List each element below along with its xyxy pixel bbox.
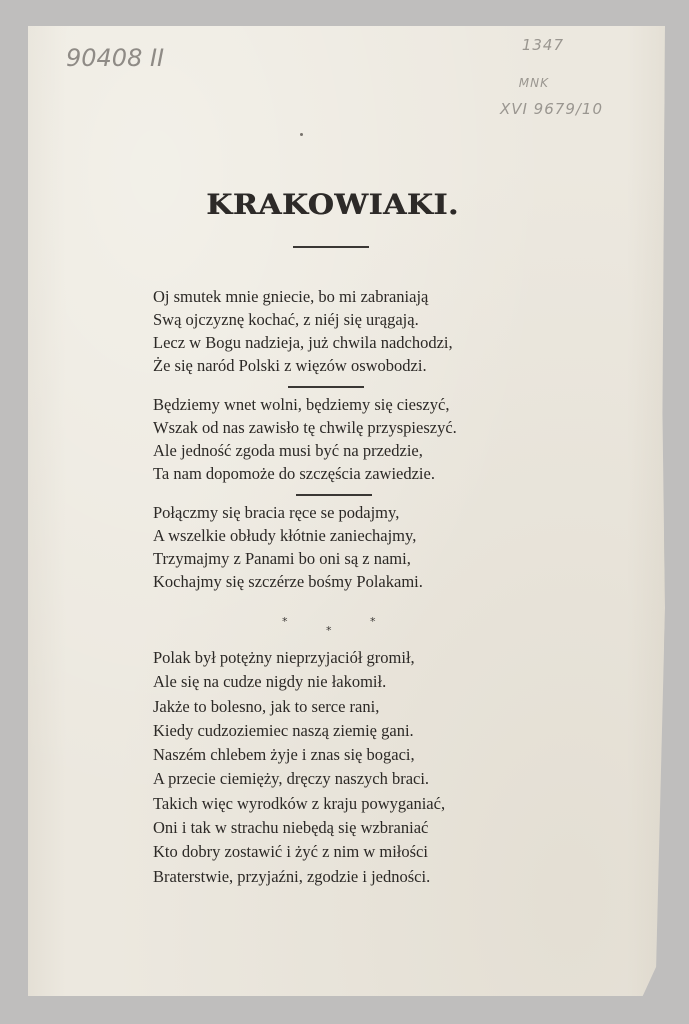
verse-line: Polak był potężny nieprzyjaciół gromił, [153, 648, 415, 667]
verse-line: Braterstwie, przyjaźni, zgodzie i jedności. [153, 866, 431, 886]
verse-line: Trzymajmy z Panami bo oni są z nami, [153, 549, 411, 568]
verse-line: Naszém chlebem żyje i znas się bogaci, [153, 745, 415, 765]
verse-line: Wszak od nas zawisło tę chwilę przyspieszyć. [153, 418, 457, 437]
verse-line: Połączmy się bracia ręce se podajmy, [153, 503, 400, 522]
asterism-star: * [326, 624, 332, 637]
inventory-mark-left: 90408 II [66, 44, 165, 72]
verse-line: A przecie ciemięży, dręczy naszych braci. [153, 769, 430, 789]
verse-line: Ta nam dopomoże do szczęścia zawiedzie. [153, 464, 435, 483]
verse-line: Oni i tak w strachu niebędą się wzbraniać [153, 818, 429, 838]
verse-line: Takich więc wyrodków z kraju powyganiać, [153, 793, 446, 813]
stanza-1 [153, 285, 533, 377]
stanza-3 [153, 501, 533, 593]
inventory-code: MNK [518, 76, 549, 90]
verse-line: Jakże to bolesno, jak to serce rani, [153, 696, 380, 716]
verse-line: Ale jedność zgoda musi być na przedzie, [153, 441, 423, 460]
verse-line: Kochajmy się szczérze bośmy Polakami. [153, 572, 423, 591]
stanza-divider [296, 494, 372, 496]
verse-line: Oj smutek mnie gniecie, bo mi zabraniają [153, 287, 429, 306]
verse-line: Będziemy wnet wolni, będziemy się cieszyć, [153, 395, 450, 414]
page-title: KRAKOWIAKI. [206, 189, 459, 222]
inventory-number: 1347 [521, 36, 564, 54]
verse-line: Ale się na cudze nigdy nie łakomił. [153, 672, 387, 692]
stanza-divider [288, 386, 364, 388]
stanza-4 [153, 646, 533, 889]
verse-line: Że się naród Polski z więzów oswobodzi. [153, 356, 427, 375]
verse-line: Kiedy cudzoziemiec naszą ziemię gani. [153, 720, 414, 740]
asterism-star: * [282, 615, 288, 628]
asterism-star: * [370, 615, 376, 628]
verse-line: Swą ojczyznę kochać, z niéj się urągają. [153, 310, 419, 329]
verse-line: Kto dobry zostawić i żyć z nim w miłości [153, 842, 428, 862]
catalog-number: XVI 9679/10 [499, 100, 603, 118]
stanza-2 [153, 393, 533, 485]
title-rule [293, 246, 369, 248]
verse-line: A wszelkie obłudy kłótnie zaniechajmy, [153, 526, 417, 545]
verse-line: Lecz w Bogu nadzieja, już chwila nadchodzi, [153, 333, 453, 352]
ink-dot [300, 133, 303, 136]
